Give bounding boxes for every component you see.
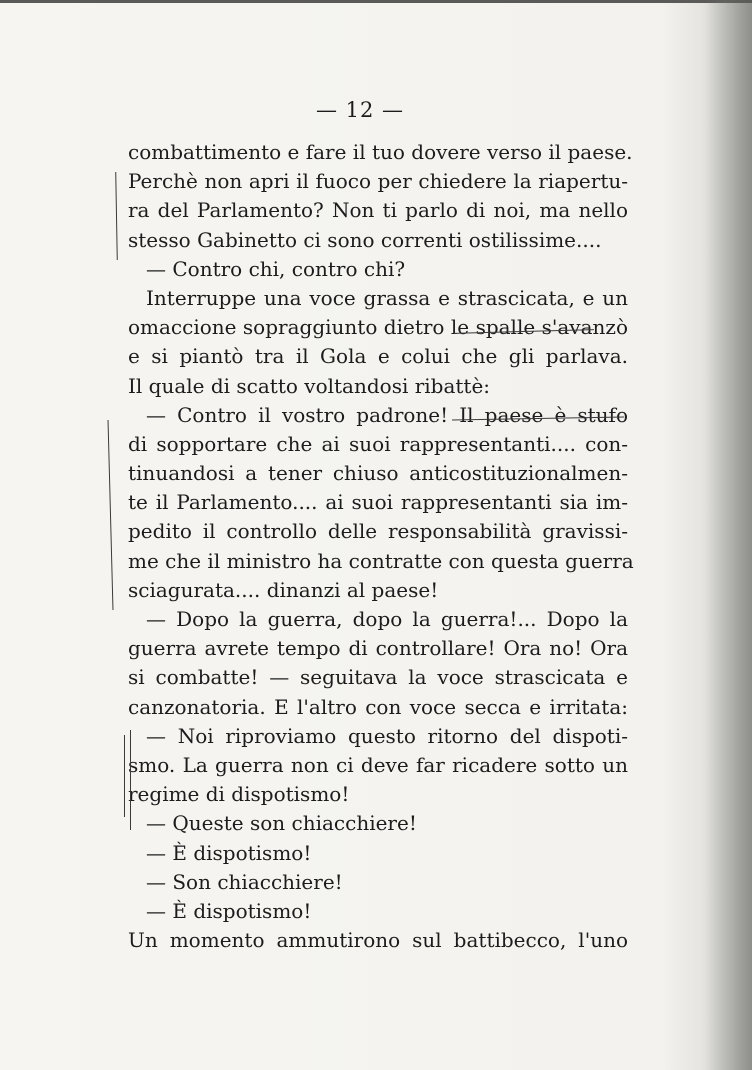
text-line: di sopportare che ai suoi rappresentanti.... con- <box>128 431 628 456</box>
text-line: te il Parlamento.... ai suoi rappresentanti sia im- <box>128 490 628 515</box>
text-line: e si piantò tra il Gola e colui che gli parlava. <box>128 344 628 369</box>
text-line: ra del Parlamento? Non ti parlo di noi, ma nello <box>128 198 628 223</box>
body-text <box>128 138 634 955</box>
text-line: si combatte! — seguitava la voce strascicata e <box>128 665 628 690</box>
page-number: — 12 — <box>315 98 405 122</box>
text-line: — Contro chi, contro chi? <box>146 256 406 281</box>
text-line: regime di dispotismo! <box>128 782 350 807</box>
text-line: Un momento ammutirono sul battibecco, l'uno <box>128 928 628 953</box>
page-spine-shadow <box>706 0 752 1070</box>
text-line: — È dispotismo! <box>146 898 312 923</box>
margin-pencil-mark <box>115 172 118 260</box>
text-line: stesso Gabinetto ci sono correnti ostilissime.... <box>128 227 602 252</box>
text-line: — È dispotismo! <box>146 840 312 865</box>
text-line: Perchè non apri il fuoco per chiedere la riapertu- <box>128 169 628 194</box>
text-line: Il quale di scatto voltandosi ribattè: <box>128 373 491 398</box>
text-line: me che il ministro ha contratte con questa guerra <box>128 548 634 573</box>
text-line: guerra avrete tempo di controllare! Ora no! Ora <box>128 636 628 661</box>
page-top-edge <box>0 0 752 3</box>
margin-pencil-mark <box>124 735 125 817</box>
text-line: — Dopo la guerra, dopo la guerra!... Dopo la <box>146 607 628 631</box>
text-line: Interruppe una voce grassa e strascicata, e un <box>146 285 628 310</box>
text-line: — Noi riproviamo questo ritorno del dispoti- <box>146 723 628 748</box>
text-line: — Contro il vostro padrone! Il paese è stufo <box>146 402 628 427</box>
text-line: tinuandosi a tener chiuso anticostituzionalmen- <box>128 461 628 486</box>
text-line: smo. La guerra non ci deve far ricadere sotto un <box>128 752 628 777</box>
text-line: sciagurata.... dinanzi al paese! <box>128 577 439 602</box>
text-line: pedito il controllo delle responsabilità gravissi- <box>128 519 628 544</box>
text-line: canzonatoria. E l'altro con voce secca e irritata: <box>128 694 628 719</box>
margin-pencil-mark <box>108 420 114 610</box>
text-line: combattimento e fare il tuo dovere verso il paese. <box>128 140 633 164</box>
margin-pencil-mark <box>130 730 131 830</box>
text-line: omaccione sopraggiunto dietro le spalle s'avanzò <box>128 315 628 340</box>
text-line: — Son chiacchiere! <box>146 869 343 894</box>
text-line: — Queste son chiacchiere! <box>146 811 417 836</box>
